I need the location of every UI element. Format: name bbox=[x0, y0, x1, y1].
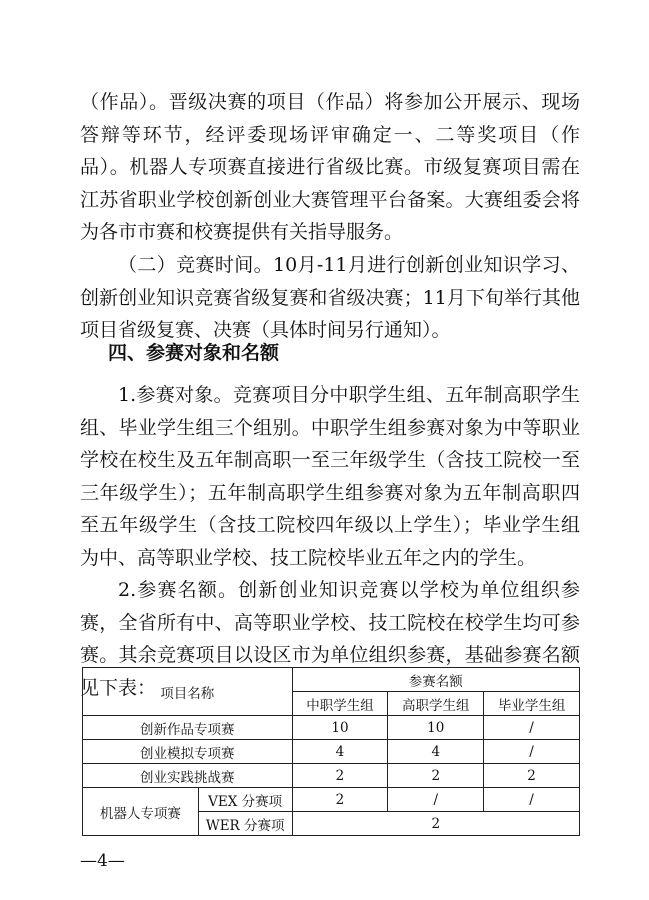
table-row bbox=[83, 740, 580, 764]
sub-row-wer: WER 分赛项 bbox=[198, 812, 292, 836]
cell-graduate: 2 bbox=[484, 764, 580, 788]
table-row bbox=[83, 716, 580, 740]
paragraph-participants: 1.参赛对象。竞赛项目分中职学生组、五年制高职学生组、毕业学生组三个组别。中职学生组参赛对象为中等职业学校在校生及五年制高职一至三年级学生（含技工院校一至三年级学生）；五年制高职学生组参赛对象为五年制高职四至五年级学生（含技工院校四年级以上学生）；毕业学生组为中、高等职业学校、技工院校毕业五年之内的学生。 bbox=[80, 384, 580, 569]
cell-secondary: 10 bbox=[292, 716, 388, 740]
cell-secondary: 4 bbox=[292, 740, 388, 764]
row-name: 创业实践挑战赛 bbox=[83, 764, 293, 788]
table-row bbox=[83, 764, 580, 788]
row-name: 创新作品专项赛 bbox=[83, 716, 293, 740]
cell-secondary: 2 bbox=[292, 788, 388, 812]
cell-higher: 2 bbox=[388, 764, 484, 788]
cell-secondary: 2 bbox=[292, 764, 388, 788]
cell-higher: 4 bbox=[388, 740, 484, 764]
header-secondary-group: 中职学生组 bbox=[292, 692, 388, 716]
header-project-name: 项目名称 bbox=[83, 668, 293, 716]
sub-row-vex: VEX 分赛项 bbox=[198, 788, 292, 812]
table-row-robot-vex bbox=[83, 788, 580, 812]
cell-wer-merged: 2 bbox=[292, 812, 579, 836]
quota-table bbox=[82, 667, 580, 836]
paragraph-quota: 2.参赛名额。创新创业知识竞赛以学校为单位组织参赛，全省所有中、高等职业学校、技工院校在校学生均可参赛。其余竞赛项目以设区市为单位组织参赛，基础参赛名额见下表： bbox=[80, 579, 580, 699]
cell-higher: / bbox=[388, 788, 484, 812]
cell-higher: 10 bbox=[388, 716, 484, 740]
header-quota: 参赛名额 bbox=[292, 668, 579, 692]
table-header-row bbox=[83, 668, 580, 692]
row-name: 创业模拟专项赛 bbox=[83, 740, 293, 764]
paragraph-final-round: （作品）。晋级决赛的项目（作品）将参加公开展示、现场答辩等环节，经评委现场评审确定一、二等奖项目（作品）。机器人专项赛直接进行省级比赛。市级复赛项目需在江苏省职业学校创新创业大赛管理平台备案。大赛组委会将为各市市赛和校赛提供有关指导服务。 bbox=[80, 91, 580, 243]
paragraph-competition-time: （二）竞赛时间。10月-11月进行创新创业知识学习、创新创业知识竞赛省级复赛和省级决赛；11月下旬举行其他项目省级复赛、决赛（具体时间另行通知）。 bbox=[80, 254, 580, 341]
header-graduate-group: 毕业学生组 bbox=[484, 692, 580, 716]
cell-graduate: / bbox=[484, 788, 580, 812]
cell-graduate: / bbox=[484, 716, 580, 740]
row-name-robot: 机器人专项赛 bbox=[83, 788, 199, 836]
header-higher-group: 高职学生组 bbox=[388, 692, 484, 716]
section-heading-participants: 四、参赛对象和名额 bbox=[108, 342, 280, 364]
page-number: —4— bbox=[80, 851, 125, 871]
cell-graduate: / bbox=[484, 740, 580, 764]
